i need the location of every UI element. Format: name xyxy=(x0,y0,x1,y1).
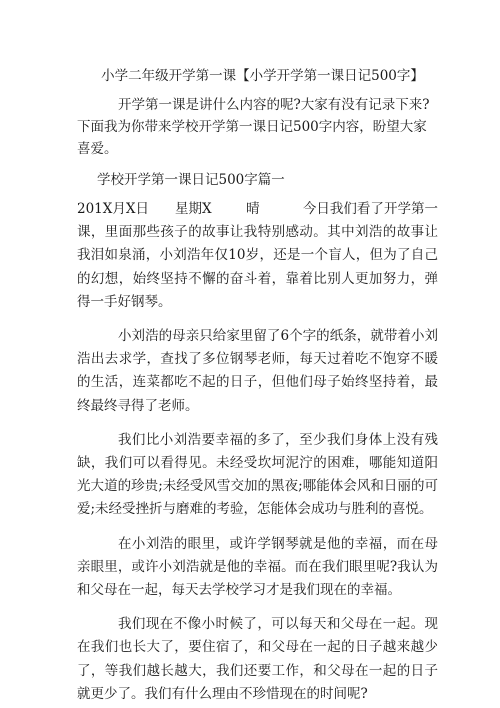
diary-weekday: 星期X xyxy=(174,201,212,217)
diary-weather: 晴 xyxy=(246,201,260,217)
diary-paragraph-1-text: 今日我们看了开学第一课，里面那些孩子的故事让我特别感动。其中刘浩的故事让我泪如泉涌，小刘浩年仅10岁，还是一个盲人，但为了自己的幻想，始终坚持不懈的奋斗着，靠着比别人更加努力，弹得一手好钢琴。 xyxy=(77,201,439,310)
diary-paragraph-2: 小刘浩的母亲只给家里留了6个字的纸条，就带着小刘浩出去求学，查找了多位钢琴老师，每天过着吃不饱穿不暖的生活，连菜都吃不起的日子，但他们母子始终坚持着，最终最终寻得了老师。 xyxy=(77,328,438,414)
diary-paragraph-1 xyxy=(77,198,438,314)
diary-date: 201X月X日 xyxy=(77,201,150,217)
date-line xyxy=(77,201,303,217)
diary-paragraph-5: 我们现在不像小时候了，可以每天和父母在一起。现在我们也长大了，要住宿了，和父母在一起的日子越来越少了，等我们越长越大，我们还要工作，和父母在一起的日子就更少了。我们有什么理由不珍惜现在的时间呢? xyxy=(77,616,438,702)
diary-paragraph-3: 我们比小刘浩要幸福的多了，至少我们身体上没有残缺，我们可以看得见。未经受坎坷泥泞的困难，哪能知道阳光大道的珍贵;未经受风雪交加的黑夜;哪能体会风和日丽的可爱;未经受挫折与磨难的考验，怎能体会成功与胜利的喜悦。 xyxy=(77,431,438,518)
intro-paragraph: 开学第一课是讲什么内容的呢?大家有没有记录下来?下面我为你带来学校开学第一课日记500字内容，盼望大家喜爱。 xyxy=(77,97,430,157)
document-title: 小学二年级开学第一课【小学开学第一课日记500字】 xyxy=(101,68,424,84)
section-subtitle: 学校开学第一课日记500字篇一 xyxy=(97,172,285,188)
diary-paragraph-4: 在小刘浩的眼里，或许学钢琴就是他的幸福，而在母亲眼里，或许小刘浩就是他的幸福。而在我们眼里呢?我认为和父母在一起，每天去学校学习才是我们现在的幸福。 xyxy=(77,535,438,599)
